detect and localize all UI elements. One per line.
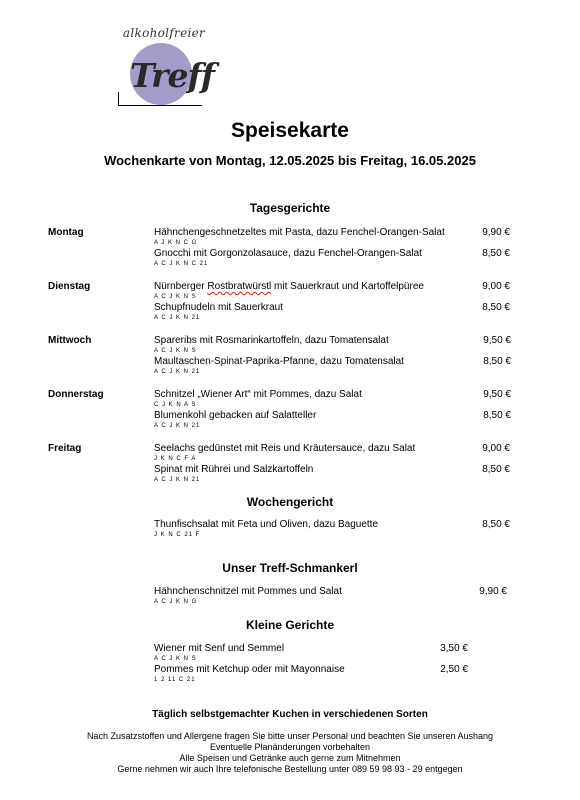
dish-price: 3,50 €	[440, 643, 468, 654]
dish-name: Maultaschen-Spinat-Paprika-Pfanne, dazu Tomatensalat	[154, 356, 404, 367]
dish-allergens: A C J K N C 21	[154, 261, 209, 267]
dish-name-part: Nürnberger	[154, 281, 208, 292]
dish-price: 8,50 €	[483, 356, 511, 367]
day-label: Donnerstag	[48, 389, 104, 400]
dish-allergens: A C J K N S	[154, 348, 197, 354]
logo-wordmark: Treff	[130, 56, 214, 95]
dish-allergens: J K N C 21 F	[154, 532, 201, 538]
dish-price: 9,00 €	[482, 443, 510, 454]
section-heading-schmankerl: Unser Treff-Schmankerl	[222, 561, 358, 575]
dish-name: Gnocchi mit Gorgonzolasauce, dazu Fenchel-Orangen-Salat	[154, 248, 422, 259]
dish-price: 9,50 €	[483, 335, 511, 346]
logo	[118, 26, 214, 106]
day-label: Freitag	[48, 443, 82, 454]
dish-name: Hähnchenschnitzel mit Pommes und Salat	[154, 586, 342, 597]
dish-price: 9,50 €	[483, 389, 511, 400]
section-heading-kleine-gerichte: Kleine Gerichte	[245, 618, 335, 632]
dish-name: Schupfnudeln mit Sauerkraut	[154, 302, 283, 313]
dish-price: 8,50 €	[482, 464, 510, 475]
dish-name: Pommes mit Ketchup oder mit Mayonnaise	[154, 664, 345, 675]
logo-rule-vertical	[118, 92, 119, 106]
logo-rule-horizontal	[118, 105, 202, 106]
dish-price: 8,50 €	[482, 302, 510, 313]
dish-allergens: A C J K N G	[154, 599, 198, 605]
dish-allergens: A C J K N 21	[154, 477, 201, 483]
dish-name: Hähnchengeschnetzeltes mit Pasta, dazu Fenchel-Orangen-Salat	[154, 227, 445, 238]
footer-takeaway-note: Alle Speisen und Getränke auch gerne zum Mitnehmen	[179, 753, 401, 763]
dish-price: 8,50 €	[482, 248, 510, 259]
dish-allergens: A C J K N 21	[154, 315, 201, 321]
section-heading-tagesgerichte: Tagesgerichte	[249, 201, 331, 215]
dish-allergens: C J K N A S	[154, 402, 197, 408]
dish-allergens: A C J K N 21	[154, 369, 201, 375]
day-label: Montag	[48, 227, 84, 238]
footer-allergen-note: Nach Zusatzstoffen und Allergene fragen Sie bitte unser Personal und beachten Sie unseren Aushang	[86, 731, 494, 741]
page-subtitle: Wochenkarte von Montag, 12.05.2025 bis Freitag, 16.05.2025	[104, 153, 476, 168]
dish-name	[154, 281, 424, 292]
cake-notice: Täglich selbstgemachter Kuchen in verschiedenen Sorten	[152, 709, 428, 720]
spellcheck-marked-word: Rostbratwürstl	[207, 281, 272, 292]
day-label: Mittwoch	[48, 335, 92, 346]
dish-allergens: 1 2 11 C 21	[154, 677, 196, 683]
dish-name: Wiener mit Senf und Semmel	[154, 643, 285, 654]
dish-price: 2,50 €	[440, 664, 468, 675]
dish-allergens: A C J K N 21	[154, 423, 201, 429]
dish-allergens: A C J K N S	[154, 656, 197, 662]
dish-name: Seelachs gedünstet mit Reis und Kräutersauce, dazu Salat	[154, 443, 416, 454]
dish-price: 9,90 €	[479, 586, 507, 597]
dish-name: Schnitzel „Wiener Art“ mit Pommes, dazu Salat	[154, 389, 362, 400]
dish-allergens: J K N C F A	[154, 456, 197, 462]
dish-price: 9,00 €	[482, 281, 510, 292]
page-title: Speisekarte	[231, 119, 349, 142]
dish-allergens: A J K N C G	[154, 240, 198, 246]
dish-price: 8,50 €	[482, 519, 510, 530]
dish-name-part: mit Sauerkraut und Kartoffelpüree	[271, 281, 424, 292]
section-heading-wochengericht: Wochengericht	[246, 495, 334, 509]
dish-price: 9,90 €	[482, 227, 510, 238]
footer-changes-note: Eventuelle Planänderungen vorbehalten	[209, 742, 371, 752]
dish-name: Spareribs mit Rosmarinkartoffeln, dazu Tomatensalat	[154, 335, 389, 346]
logo-tagline: alkoholfreier	[122, 26, 206, 40]
footer-phone-order-note: Gerne nehmen wir auch Ihre telefonische Bestellung unter 089 59 98 93 - 29 entgegen	[117, 764, 463, 774]
dish-name: Spinat mit Rührei und Salzkartoffeln	[154, 464, 314, 475]
dish-price: 8,50 €	[483, 410, 511, 421]
dish-name: Blumenkohl gebacken auf Salatteller	[154, 410, 317, 421]
day-label: Dienstag	[48, 281, 91, 292]
dish-allergens: A C J K N S	[154, 294, 197, 300]
dish-name: Thunfischsalat mit Feta und Oliven, dazu Baguette	[154, 519, 379, 530]
